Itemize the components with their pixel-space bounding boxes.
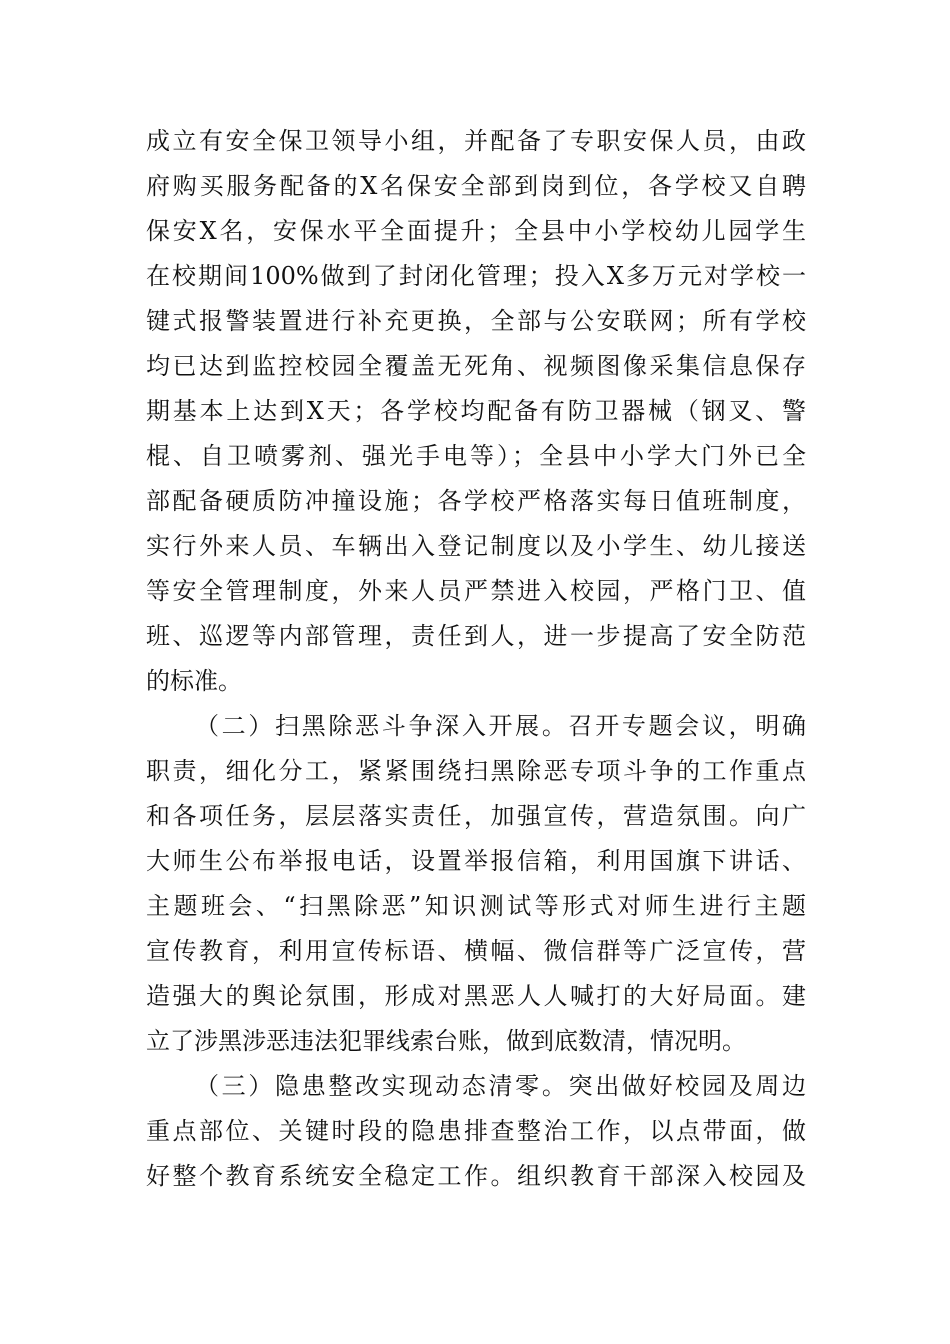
section-first-line-text: 召开专题会议，明确 [568, 712, 807, 740]
body-text-line: 造强大的舆论氛围，形成对黑恶人人喊打的大好局面。建 [146, 982, 806, 1010]
body-text-line: 班、巡逻等内部管理，责任到人，进一步提高了安全防范 [146, 622, 806, 650]
body-text-line: 立了涉黑涉恶违法犯罪线索台账，做到底数清，情况明。 [146, 1027, 746, 1055]
body-text-line: 在校期间100%做到了封闭化管理；投入X多万元对学校一 [146, 262, 806, 290]
body-text-line: 保安X名，安保水平全面提升；全县中小学校幼儿园学生 [146, 217, 806, 245]
body-text-line: 实行外来人员、车辆出入登记制度以及小学生、幼儿接送 [146, 532, 806, 560]
body-text-line: 主题班会、“扫黑除恶”知识测试等形式对师生进行主题 [146, 892, 806, 920]
body-text-line: 宣传教育，利用宣传标语、横幅、微信群等广泛宣传，营 [146, 937, 806, 965]
body-text-line: 和各项任务，层层落实责任，加强宣传，营造氛围。向广 [146, 802, 806, 830]
section-first-line-text: 突出做好校园及周边 [568, 1072, 807, 1100]
body-text-line: 大师生公布举报电话，设置举报信箱，利用国旗下讲话、 [146, 847, 806, 875]
section-heading: （三）隐患整改实现动态清零。 [195, 1072, 569, 1100]
body-text-line: 棍、自卫喷雾剂、强光手电等）；全县中小学大门外已全 [146, 442, 806, 470]
section-first-line [195, 704, 806, 749]
body-text-line: 等安全管理制度，外来人员严禁进入校园，严格门卫、值 [146, 577, 806, 605]
body-text-line: 的标准。 [146, 667, 242, 695]
section-first-line [195, 1064, 806, 1109]
section-heading: （二）扫黑除恶斗争深入开展。 [195, 712, 569, 740]
body-text-line: 均已达到监控校园全覆盖无死角、视频图像采集信息保存 [146, 352, 806, 380]
body-text-line: 府购买服务配备的X名保安全部到岗到位，各学校又自聘 [146, 172, 806, 200]
body-text-line: 重点部位、关键时段的隐患排查整治工作，以点带面，做 [146, 1117, 806, 1145]
body-text-line: 键式报警装置进行补充更换，全部与公安联网；所有学校 [146, 307, 806, 335]
body-text-line: 期基本上达到X天；各学校均配备有防卫器械（钢叉、警 [146, 397, 806, 425]
body-text-line: 成立有安全保卫领导小组，并配备了专职安保人员，由政 [146, 127, 806, 155]
body-text-line: 部配备硬质防冲撞设施；各学校严格落实每日值班制度， [146, 487, 806, 515]
body-text-line: 好整个教育系统安全稳定工作。组织教育干部深入校园及 [146, 1162, 806, 1190]
body-text-line: 职责，细化分工，紧紧围绕扫黑除恶专项斗争的工作重点 [146, 757, 806, 785]
